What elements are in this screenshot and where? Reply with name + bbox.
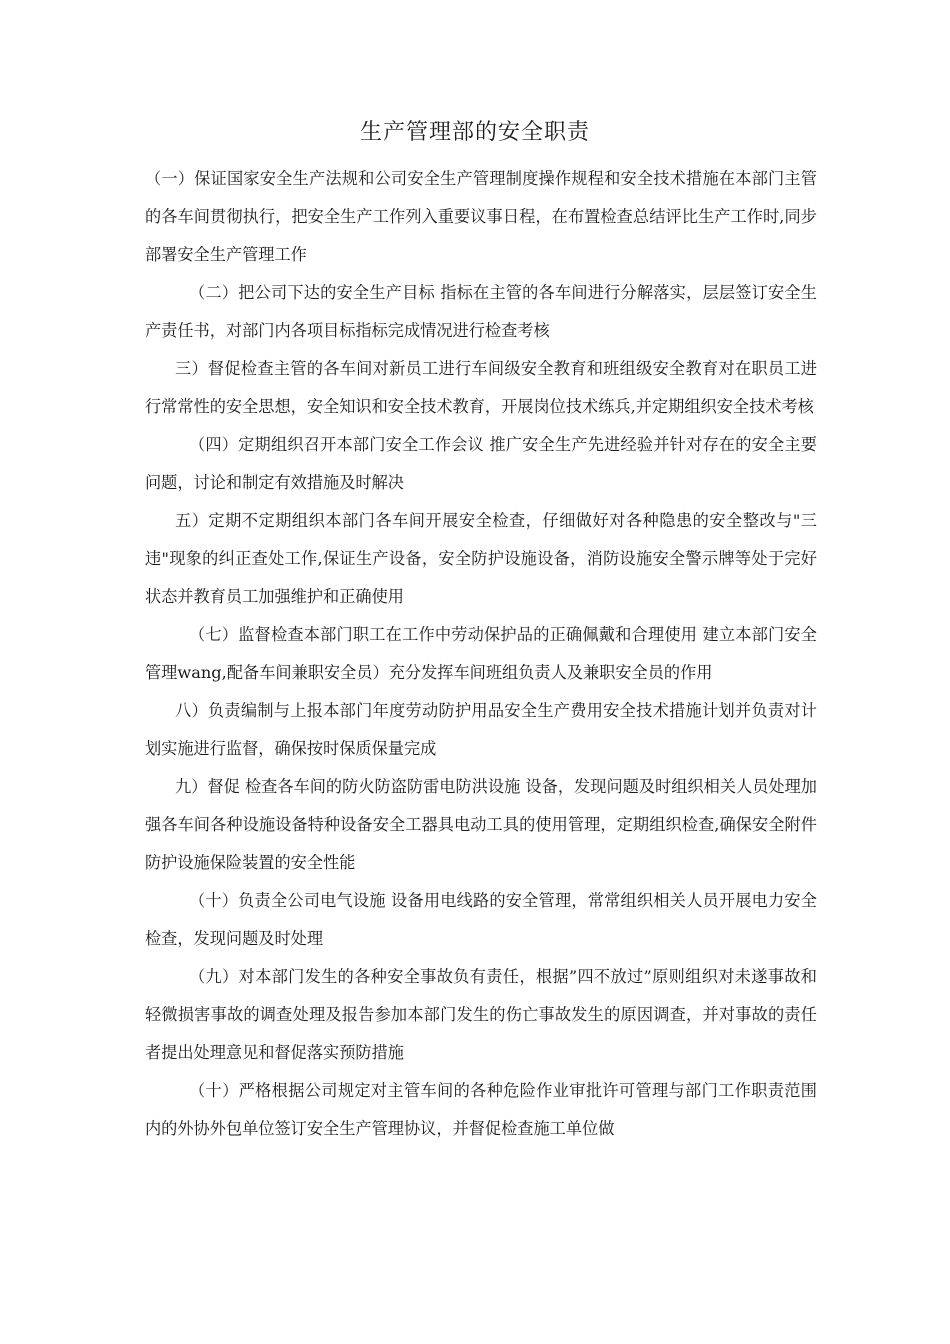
document-title: 生产管理部的安全职责	[359, 120, 590, 145]
document-body	[145, 160, 817, 1148]
paragraph-10: （九）对本部门发生的各种安全事故负有责任，根据”四不放过”原则组织对未遂事故和轻微损害事故的调查处理及报告参加本部门发生的伤亡事故发生的原因调查，并对事故的责任者提出处理意见和督促落实预防措施	[145, 967, 817, 1062]
paragraph-4: （四）定期组织召开本部门安全工作会议 推广安全生产先进经验并针对存在的安全主要问题，讨论和制定有效措施及时解决	[145, 435, 817, 492]
paragraph-3: 三）督促检查主管的各车间对新员工进行车间级安全教育和班组级安全教育对在职员工进行常常性的安全思想，安全知识和安全技术教育，开展岗位技术练兵,并定期组织安全技术考核	[145, 359, 817, 416]
paragraph-9: （十）负责全公司电气设施 设备用电线路的安全管理，常常组织相关人员开展电力安全检查，发现问题及时处理	[145, 891, 817, 948]
paragraph-11: （十）严格根据公司规定对主管车间的各种危险作业审批许可管理与部门工作职责范围内的外协外包单位签订安全生产管理协议，并督促检查施工单位做	[145, 1081, 817, 1138]
paragraph-8: 九）督促 检查各车间的防火防盗防雷电防洪设施 设备，发现问题及时组织相关人员处理加强各车间各种设施设备特种设备安全工器具电动工具的使用管理，定期组织检查,确保安全附件防护设施保险装置的安全性能	[145, 777, 817, 872]
paragraph-1: （一）保证国家安全生产法规和公司安全生产管理制度操作规程和安全技术措施在本部门主管的各车间贯彻执行，把安全生产工作列入重要议事日程，在布置检查总结评比生产工作时,同步部署安全生产管理工作	[145, 169, 817, 264]
paragraph-6: （七）监督检查本部门职工在工作中劳动保护品的正确佩戴和合理使用 建立本部门安全管理wang,配备车间兼职安全员）充分发挥车间班组负责人及兼职安全员的作用	[145, 625, 817, 682]
paragraph-5: 五）定期不定期组织本部门各车间开展安全检查，仔细做好对各种隐患的安全整改与"三违"现象的纠正查处工作,保证生产设备，安全防护设施设备，消防设施安全警示牌等处于完好状态并教育员工加强维护和正确使用	[145, 511, 817, 606]
paragraph-2: （二）把公司下达的安全生产目标 指标在主管的各车间进行分解落实，层层签订安全生产责任书，对部门内各项目标指标完成情况进行检查考核	[145, 283, 817, 340]
paragraph-7: 八）负责编制与上报本部门年度劳动防护用品安全生产费用安全技术措施计划并负责对计划实施进行监督，确保按时保质保量完成	[145, 701, 817, 758]
